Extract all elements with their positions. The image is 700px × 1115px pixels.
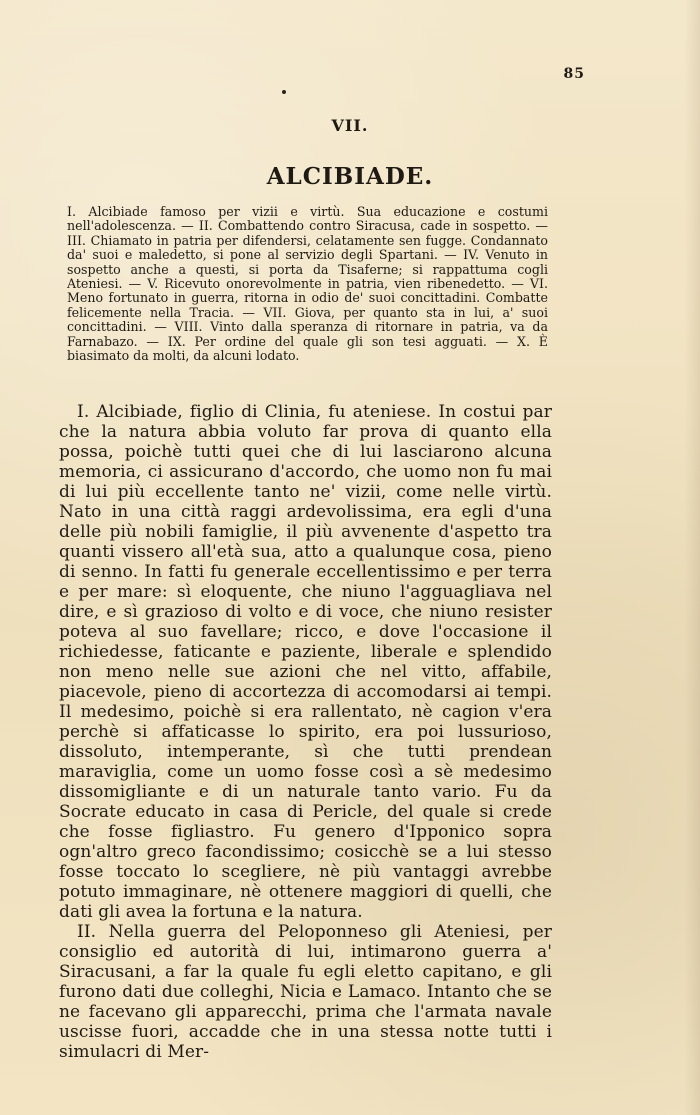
chapter-title: ALCIBIADE.	[266, 163, 434, 190]
main-text	[59, 402, 552, 1062]
printed-dot	[282, 90, 286, 94]
page-number: 85	[563, 66, 585, 82]
paragraph-1: I. Alcibiade, figlio di Clinia, fu ateniese. In costui par che la natura abbia voluto far prova di quanto ella possa, poichè tutti quei che di lui lasciarono alcuna memoria, ci assicurano d'accordo, che uomo non fu mai di lui più eccellente tanto ne' vizii, come nelle virtù. Nato in una città raggi ardevolissima, era egli d'una delle più nobili famiglie, il più avvenente d'aspetto tra quanti vissero all'età sua, atto a qualunque cosa, pieno di senno. In fatti fu generale eccellentissimo e per terra e per mare: sì eloquente, che niuno l'agguagliava nel dire, e sì grazioso di volto e di voce, che niuno resister poteva al suo favellare; ricco, e dove l'occasione il richiedesse, faticante e paziente, liberale e splendido non meno nelle sue azioni che nel vitto, affabile, piacevole, pieno di accortezza di accomodarsi ai tempi. Il medesimo, poichè si era rallentato, nè cagion v'era perchè si affaticasse lo spirito, era poi lussurioso, dissoluto, intemperante, sì che tutti prendean maraviglia, come un uomo fosse così a sè medesimo dissomigliante e di un naturale tanto vario. Fu da Socrate educato in casa di Pericle, del quale si crede che fosse figliastro. Fu genero d'Ipponico sopra ogn'altro greco facondissimo; cosicchè se a lui stesso fosse toccato lo scegliere, nè più vantaggi avrebbe potuto immaginare, nè ottenere maggiori di quelli, che dati gli avea la fortuna e la natura.	[59, 402, 552, 922]
chapter-summary: I. Alcibiade famoso per vizii e virtù. Sua educazione e costumi nell'adolescenza. — II. Combattendo contro Siracusa, cade in sospetto. — III. Chiamato in patria per difendersi, celatamente sen fugge. Condannato da' suoi e maledetto, si pone al servizio degli Spartani. — IV. Venuto in sospetto anche a questi, si porta da Tisaferne; si rappattuma cogli Ateniesi. — V. Ricevuto onorevolmente in patria, vien ribenedetto. — VI. Meno fortunato in guerra, ritorna in odio de' suoi concittadini. Combatte felicemente nella Tracia. — VII. Giova, per quanto sta in lui, a' suoi concittadini. — VIII. Vinto dalla speranza di ritornare in patria, va da Farnabazo. — IX. Per ordine del quale gli son tesi agguati. — X. È biasimato da molti, da alcuni lodato.	[67, 204, 548, 364]
page-edge-shadow	[684, 0, 700, 1115]
paragraph-2: II. Nella guerra del Peloponneso gli Ateniesi, per consiglio ed autorità di lui, intimarono guerra a' Siracusani, a far la quale fu egli eletto capitano, e gli furono dati due colleghi, Nicia e Lamaco. Intanto che se ne facevano gli apparecchi, prima che l'armata navale uscisse fuori, accadde che in una stessa notte tutti i simulacri di Mer-	[59, 922, 552, 1062]
chapter-number: VII.	[331, 116, 369, 135]
